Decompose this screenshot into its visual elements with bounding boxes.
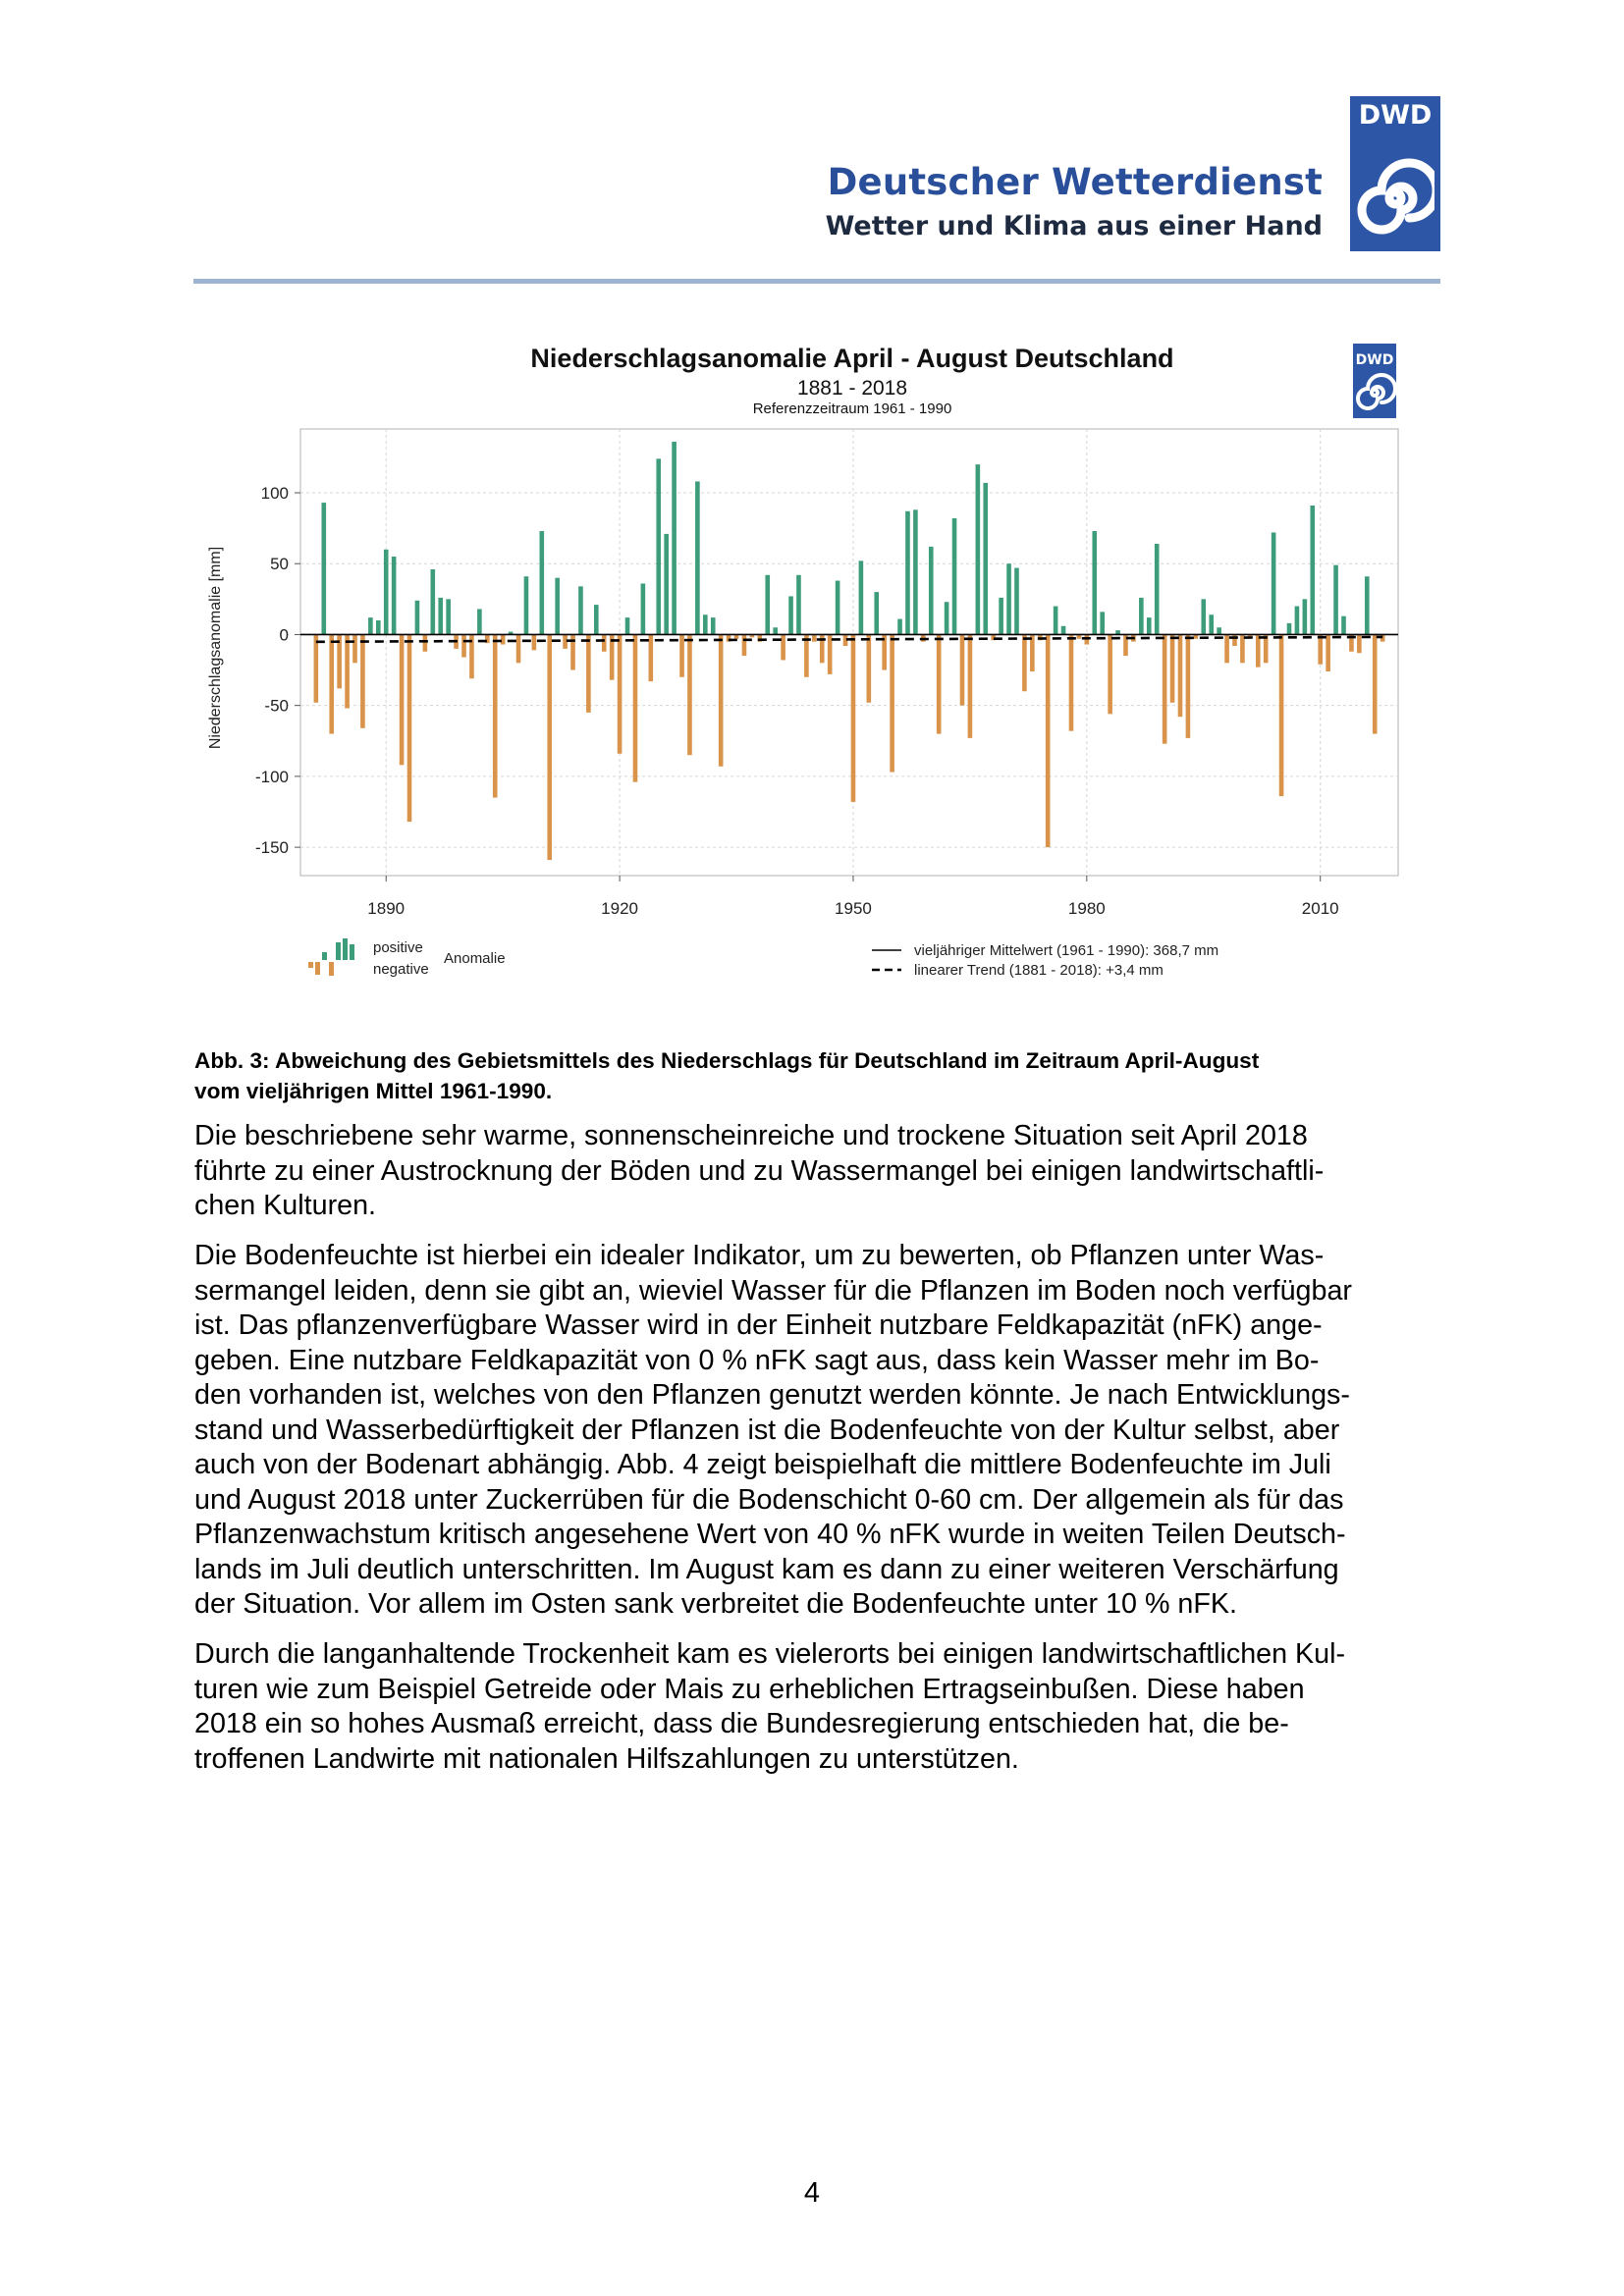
chart-bar [804, 634, 809, 676]
chart-bar [897, 619, 902, 635]
chart-bar [594, 605, 599, 634]
chart-bar [703, 614, 708, 634]
chart-bar [999, 598, 1003, 635]
chart-bar [1030, 634, 1035, 671]
chart-bar [1006, 563, 1011, 634]
chart-bar [1310, 506, 1315, 634]
text-line: und August 2018 unter Zuckerrüben für die Bodenschicht 0-60 cm. Der allgemein als für das [194, 1483, 1344, 1516]
legend-swatch [343, 938, 348, 960]
dwd-logo-text: DWD [1358, 100, 1433, 131]
chart-bar [1333, 565, 1338, 635]
x-tick-label: 1950 [835, 899, 872, 918]
chart-bar [501, 634, 506, 644]
chart-bar [423, 634, 428, 651]
chart-bar [1264, 634, 1269, 663]
text-line: führte zu einer Austrocknung der Böden und zu Wassermangel bei einigen landwirtschaftli- [194, 1154, 1325, 1187]
chart-bar [602, 634, 607, 651]
chart-bar [1201, 599, 1206, 634]
chart-bar [952, 518, 957, 634]
chart-bar [796, 575, 801, 635]
legend-swatch [322, 952, 327, 960]
chart-bar [555, 578, 560, 635]
paragraph-1 [194, 1119, 1461, 1224]
chart-bar [945, 602, 949, 634]
chart-bar [983, 483, 988, 635]
legend-anomaly-label: Anomalie [444, 950, 506, 967]
y-tick-label: 0 [279, 625, 289, 645]
plot-area [255, 429, 1398, 918]
chart-bar [913, 509, 918, 634]
page-number: 4 [803, 2177, 821, 2209]
chart-bar [867, 634, 872, 702]
x-tick-label: 1980 [1067, 899, 1106, 918]
chart-bar [1100, 612, 1105, 634]
chart-bar [687, 634, 692, 755]
text-line: lands im Juli deutlich unterschritten. Im August kam es dann zu einer weiteren Verschärfung [194, 1553, 1339, 1585]
y-tick-label: 100 [260, 484, 289, 503]
chart-bar [493, 634, 498, 797]
chart-svg [192, 334, 1410, 1001]
text-line: turen wie zum Beispiel Getreide oder Mais zu erheblichen Ertragseinbußen. Diese haben [194, 1673, 1305, 1705]
chart-bar [781, 634, 785, 660]
chart-bar [828, 634, 833, 673]
chart-reference-period: Referenzzeitraum 1961 - 1990 [752, 400, 952, 417]
x-tick-label: 2010 [1301, 899, 1339, 918]
chart-bar [649, 634, 654, 681]
text-line: Die beschriebene sehr warme, sonnenscheinreiche und trockene Situation seit April 2018 [194, 1120, 1308, 1151]
chart-bar [742, 634, 747, 656]
chart-bar [329, 634, 334, 733]
chart-bar [360, 634, 365, 727]
chart-bar [874, 592, 879, 634]
chart-title: Niederschlagsanomalie April - August Deutschland [530, 344, 1174, 373]
text-line: stand und Wasserbedürftigkeit der Pflanzen ist die Bodenfeuchte von der Kultur selbst, aber [194, 1414, 1340, 1446]
chart-bar [400, 634, 405, 765]
text-line: geben. Eine nutzbare Feldkapazität von 0 % nFK sagt aus, dass kein Wasser mehr im Bo- [194, 1344, 1320, 1376]
chart-bar [788, 596, 793, 634]
swirl-icon [1356, 149, 1435, 247]
chart-bar [430, 569, 435, 634]
chart-bar [1217, 627, 1221, 634]
chart-bar [1341, 616, 1346, 635]
text-line: Die Bodenfeuchte ist hierbei ein idealer Indikator, um zu bewerten, ob Pflanzen unter Was- [194, 1240, 1325, 1271]
text-line: sermangel leiden, denn sie gibt an, wieviel Wasser für die Pflanzen im Boden noch verfügbar [194, 1274, 1352, 1307]
chart-bar [1108, 634, 1112, 714]
chart-bar [1279, 634, 1284, 796]
chart-bar [695, 481, 700, 634]
chart-bar [392, 557, 397, 634]
text-line: 2018 ein so hohes Ausmaß erreicht, dass die Bundesregierung entschieden hat, die be- [194, 1708, 1289, 1739]
brand-block [826, 161, 1323, 241]
chart-bar [1186, 634, 1191, 737]
chart-legend [308, 938, 1218, 979]
chart-bar [1272, 532, 1276, 634]
x-tick-label: 1920 [601, 899, 639, 918]
text-line: Durch die langanhaltende Trockenheit kam es vielerorts bei einigen landwirtschaftlichen Kul- [194, 1638, 1346, 1670]
legend-swatch [336, 942, 341, 960]
legend-mean-label: vieljähriger Mittelwert (1961 - 1990): 368,7 mm [914, 942, 1219, 959]
paragraph-2 [194, 1239, 1461, 1623]
text-line: Pflanzenwachstum kritisch angesehene Wert von 40 % nFK wurde in weiten Teilen Deutsch- [194, 1519, 1346, 1550]
chart-bar [968, 634, 973, 737]
chart-bar [711, 617, 716, 634]
text-line: den vorhanden ist, welches von den Pflanzen genutzt werden könnte. Je nach Entwicklungs- [194, 1379, 1350, 1411]
chart-bar [1092, 531, 1097, 634]
brand-name: Deutscher Wetterdienst [827, 161, 1323, 203]
chart-bar [664, 534, 669, 635]
caption-line: vom vieljährigen Mittel 1961-1990. [194, 1079, 553, 1103]
chart-bar [859, 561, 864, 634]
legend-swatch [315, 962, 320, 975]
legend-trend-label: linearer Trend (1881 - 2018): +3,4 mm [914, 962, 1164, 979]
legend-swatch [308, 962, 313, 968]
chart-bar [1155, 544, 1160, 634]
text-line: ist. Das pflanzenverfügbare Wasser wird in der Einheit nutzbare Feldkapazität (nFK) ange- [194, 1309, 1323, 1341]
chart-bar [321, 503, 326, 634]
caption-line: Abb. 3: Abweichung des Gebietsmittels des Niederschlags für Deutschland im Zeitraum April-August [194, 1048, 1260, 1073]
chart-bar [905, 511, 910, 635]
chart-bar [618, 634, 623, 753]
chart-bar [1209, 614, 1214, 634]
chart-bar [415, 601, 420, 635]
chart-bar [1069, 634, 1074, 730]
text-line: chen Kulturen. [194, 1190, 376, 1221]
chart-bar [773, 627, 778, 634]
text-line: der Situation. Vor allem im Osten sank verbreitet die Bodenfeuchte unter 10 % nFK. [194, 1588, 1238, 1620]
text-line: troffenen Landwirte mit nationalen Hilfszahlungen zu unterstützen. [194, 1742, 1019, 1775]
chart-bar [719, 634, 724, 766]
chart-bar [672, 442, 677, 634]
chart-bar [976, 464, 981, 634]
legend-negative-label: negative [373, 961, 429, 978]
chart-bar [1014, 568, 1019, 635]
chart-bar [532, 634, 537, 650]
chart-bar [851, 634, 856, 801]
chart-bar [446, 599, 451, 634]
chart-bar [937, 634, 942, 733]
chart-bar [1224, 634, 1229, 663]
chart-bar [812, 634, 817, 641]
dwd-logo [1350, 96, 1440, 251]
chart-bar [1303, 599, 1308, 634]
chart-bar [578, 586, 583, 634]
y-tick-label: -150 [254, 838, 289, 858]
y-tick-label: 50 [270, 555, 289, 574]
chart-subtitle: 1881 - 2018 [796, 377, 908, 400]
chart-bar [1295, 607, 1300, 635]
chart-bar [461, 634, 466, 657]
legend-swatch [329, 962, 334, 976]
chart-bar [1373, 634, 1378, 733]
chart-bar [1232, 634, 1237, 646]
chart-bar [376, 620, 381, 634]
chart-bar [960, 634, 965, 705]
chart-bar [641, 583, 646, 634]
chart-bar [586, 634, 591, 712]
chart-bar [836, 581, 840, 635]
chart-bar [1147, 617, 1152, 634]
chart-bar [929, 547, 934, 635]
chart-bar [314, 634, 319, 702]
brand-tagline: Wetter und Klima aus einer Hand [825, 211, 1323, 241]
chart-bar [625, 617, 630, 634]
y-tick-label: -50 [264, 696, 289, 716]
chart-bar [1365, 576, 1370, 634]
chart-bar [384, 550, 389, 635]
chart-bar [540, 531, 545, 634]
chart-bar [1287, 623, 1292, 635]
chart-bar [656, 458, 661, 634]
chart-bar [1357, 634, 1362, 653]
chart-logo-text: DWD [1355, 352, 1394, 368]
chart-bar [547, 634, 552, 860]
y-axis-label: Niederschlagsanomalie [mm] [207, 546, 224, 750]
chart-bar [1046, 634, 1051, 847]
x-tick-label: 1890 [367, 899, 406, 918]
chart-bar [345, 634, 350, 708]
chart-bar [368, 617, 373, 634]
chart-dwd-logo [1353, 344, 1396, 418]
header-divider [193, 279, 1440, 284]
chart-bar [1061, 626, 1066, 635]
chart-bar [524, 576, 529, 634]
legend-positive-label: positive [373, 939, 423, 956]
chart-bar [407, 634, 412, 822]
figure-caption [194, 1045, 1451, 1106]
chart-bar [890, 634, 894, 772]
chart-bar [1054, 607, 1058, 635]
chart-bar [765, 575, 770, 635]
page-header [193, 96, 1440, 253]
legend-swatch [350, 944, 354, 960]
precipitation-anomaly-chart [192, 334, 1410, 1001]
chart-bar [1318, 634, 1323, 664]
chart-bar [1178, 634, 1183, 717]
chart-bar [477, 609, 482, 634]
chart-bar [1163, 634, 1167, 743]
chart-bar [679, 634, 684, 676]
chart-bar [1139, 598, 1144, 635]
text-line: auch von der Bodenart abhängig. Abb. 4 zeigt beispielhaft die mittlere Bodenfeuchte im Juli [194, 1449, 1331, 1480]
chart-bar [438, 598, 443, 635]
chart-bar [1326, 634, 1330, 671]
y-tick-label: -100 [254, 767, 289, 786]
chart-bar [1170, 634, 1175, 702]
chart-bar [516, 634, 521, 663]
chart-bar [1256, 634, 1261, 667]
chart-bar [1022, 634, 1027, 691]
chart-bar [633, 634, 638, 781]
paragraph-3 [194, 1637, 1461, 1777]
chart-bar [352, 634, 357, 663]
